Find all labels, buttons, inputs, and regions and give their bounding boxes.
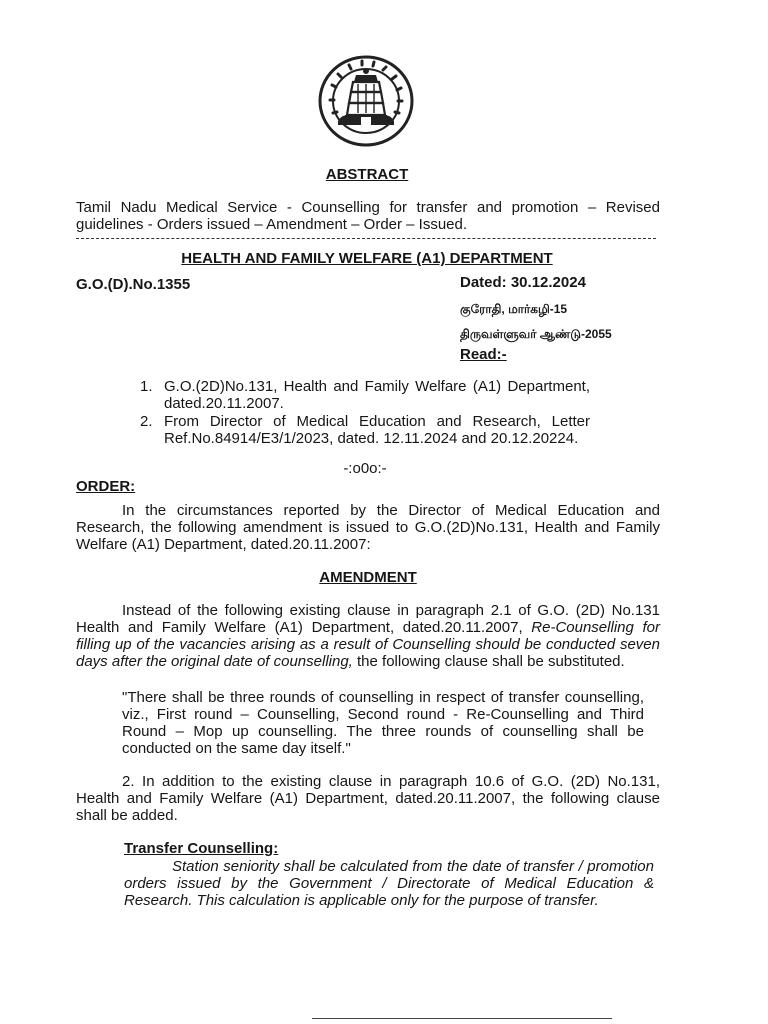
transfer-counselling-text: Station seniority shall be calculated from the date of transfer / promotion orders issued by the Government / Directorate of Medical Education & Research. This calculation is applicable only for the purpose of transfer.	[124, 858, 654, 909]
amendment-paragraph-1: Instead of the following existing clause in paragraph 2.1 of G.O. (2D) No.131 Health and Family Welfare (A1) Department, dated.20.11.2007, Re-Counselling for filling up of the vacancies arising as a result of Counselling should be conducted seven days after the original date of counselling, the following clause shall be substituted.	[76, 602, 660, 670]
amendment-quote: "There shall be three rounds of counselling in respect of transfer counselling, viz., First round – Counselling, Second round - Re-Counselling and Third Round – Mop up counselling. The three rounds of counselling shall be conducted on the same day itself."	[122, 689, 644, 757]
department-heading: HEALTH AND FAMILY WELFARE (A1) DEPARTMENT	[181, 250, 553, 267]
bottom-rule	[312, 1018, 612, 1019]
abstract-title: ABSTRACT	[325, 166, 409, 183]
tamil-year-line: திருவள்ளுவர் ஆண்டு-2055	[460, 327, 612, 341]
tamil-nadu-emblem-icon	[318, 55, 414, 147]
separator-mark: -:o0o:-	[343, 460, 387, 477]
reference-item: 1. G.O.(2D)No.131, Health and Family Welfare (A1) Department, dated.20.11.2007.	[140, 378, 590, 412]
amendment-paragraph-2: 2. In addition to the existing clause in paragraph 10.6 of G.O. (2D) No.131, Health and Family Welfare (A1) Department, dated.20.11.2007, the following clause shall be added.	[76, 773, 660, 824]
go-number: G.O.(D).No.1355	[76, 276, 191, 293]
order-label: ORDER:	[76, 478, 136, 495]
amendment-title: AMENDMENT	[319, 569, 417, 586]
order-text: In the circumstances reported by the Director of Medical Education and Research, the following amendment is issued to G.O.(2D)No.131, Health and Family Welfare (A1) Department, dated.20.11.2007:	[76, 502, 660, 553]
abstract-text: Tamil Nadu Medical Service - Counselling for transfer and promotion – Revised guidelines - Orders issued – Amendment – Order – Issued.	[76, 199, 660, 233]
dashed-divider	[76, 238, 656, 239]
reference-list	[140, 378, 590, 447]
transfer-counselling-heading: Transfer Counselling:	[124, 840, 279, 857]
tamil-date-line: குரோதி, மார்கழி-15	[460, 302, 568, 316]
date-line: Dated: 30.12.2024	[460, 274, 586, 291]
read-label: Read:-	[460, 346, 507, 363]
reference-item: 2. From Director of Medical Education and Research, Letter Ref.No.84914/E3/1/2023, dated. 12.11.2024 and 20.12.20224.	[140, 413, 590, 447]
